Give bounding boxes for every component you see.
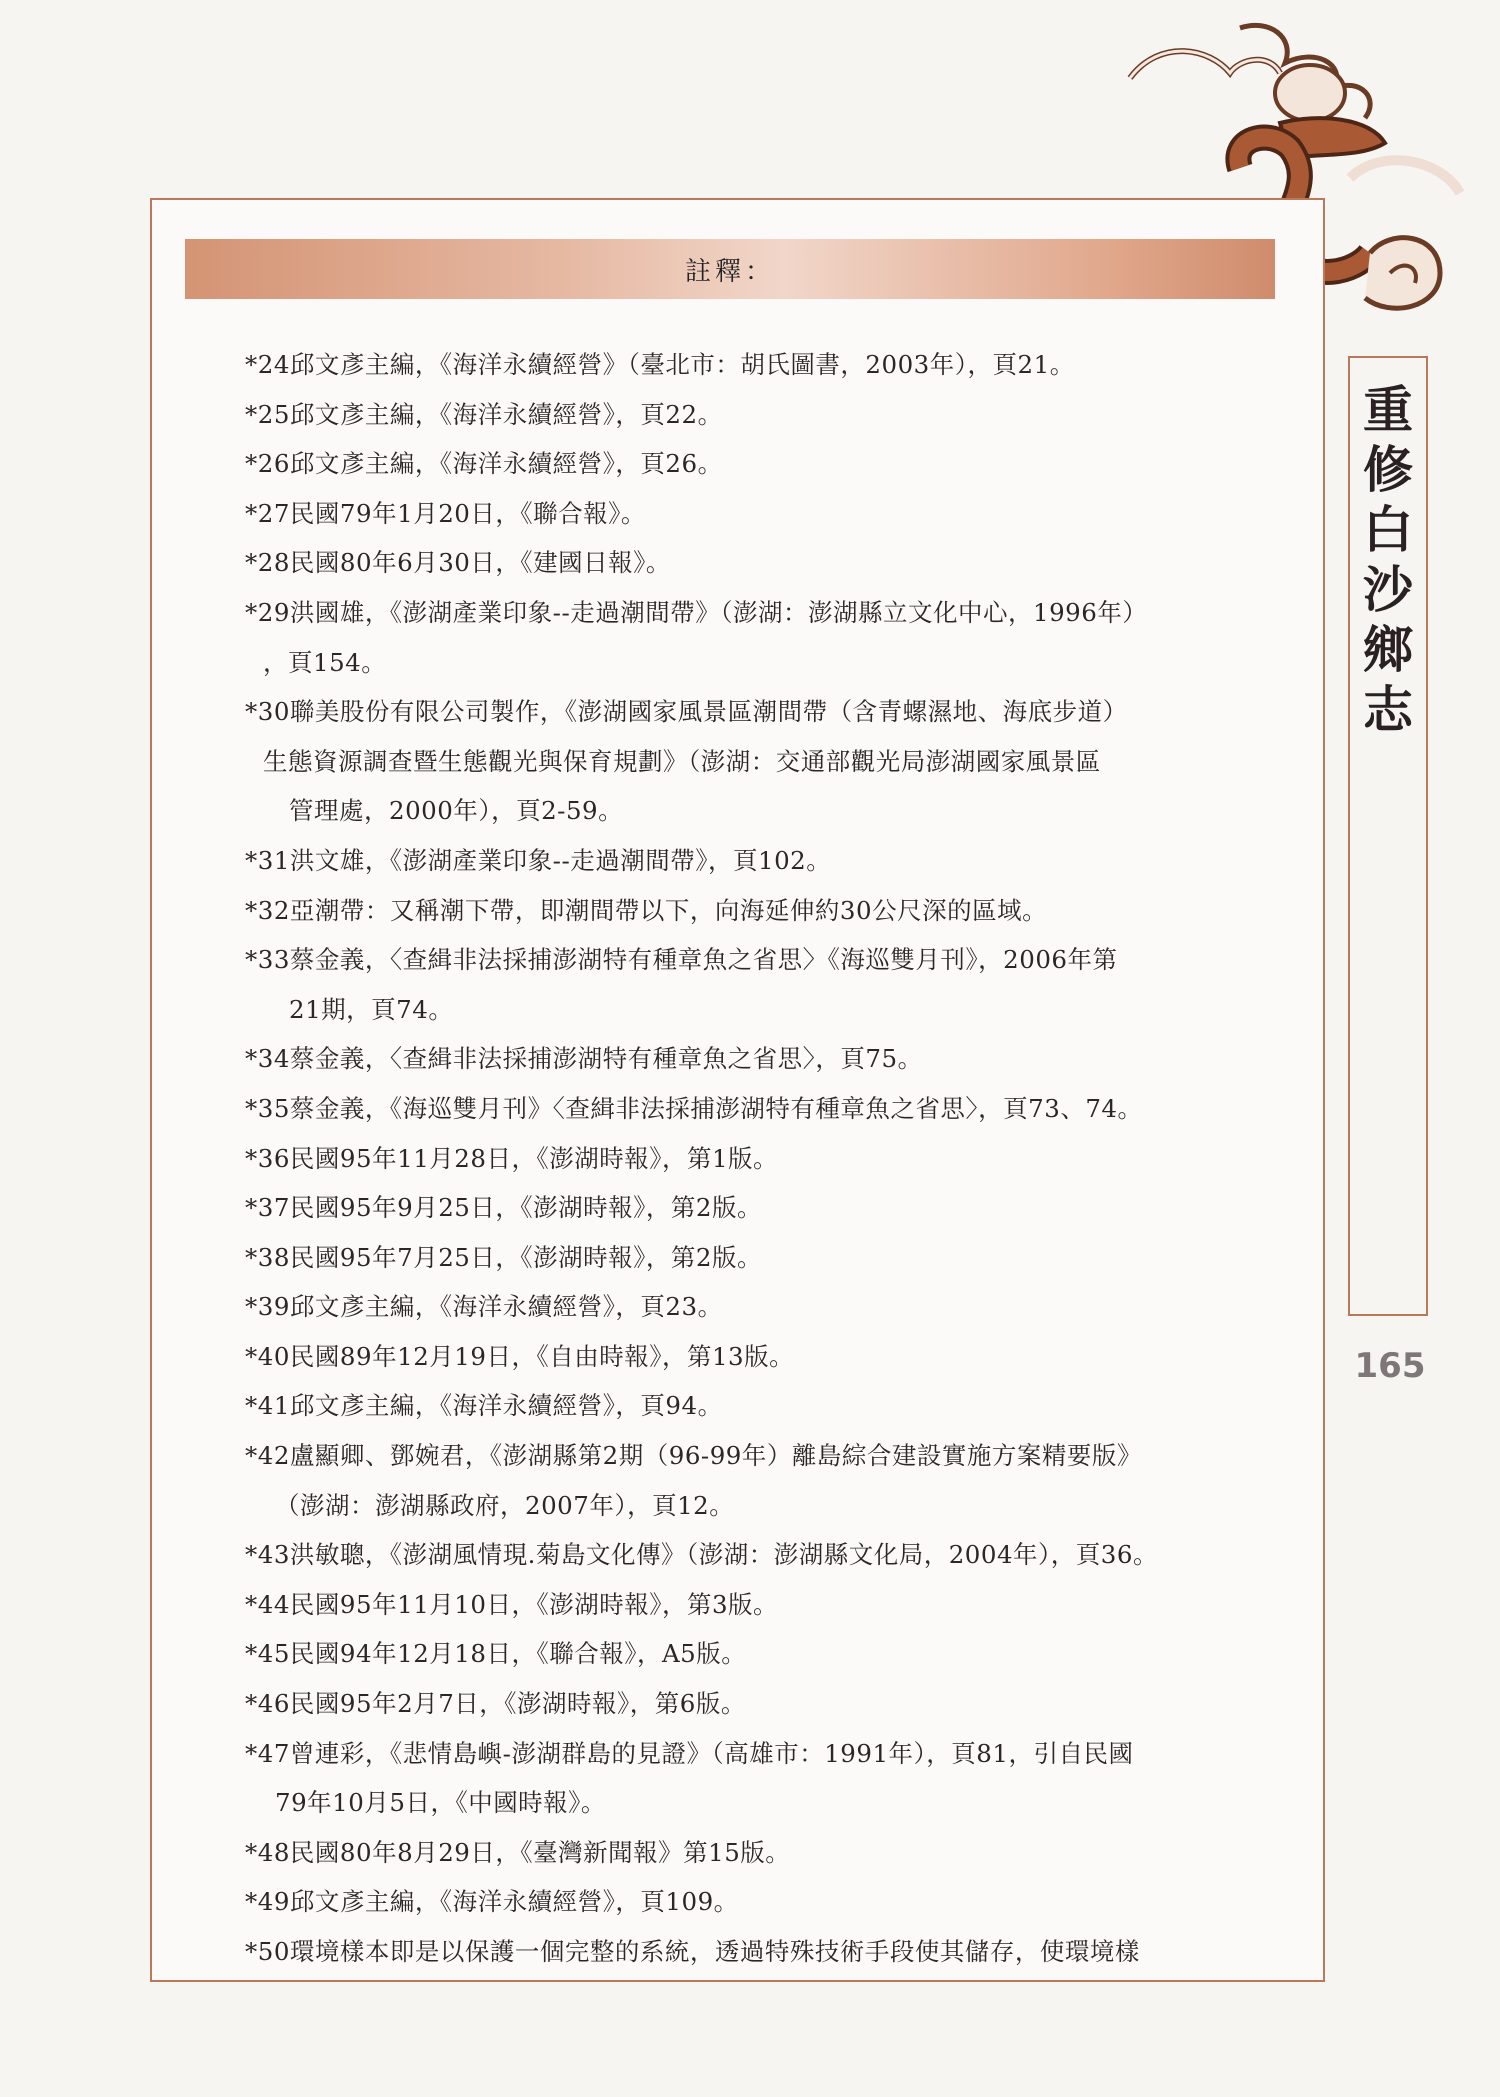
footnote-44: *44民國95年11月10日，《澎湖時報》，第3版。: [245, 1589, 779, 1619]
footnote-30: *30聯美股份有限公司製作，《澎湖國家風景區潮間帶（含青螺濕地、海底步道） 生態資源調查暨生態觀光與保育規劃》（澎湖：交通部觀光局澎湖國家風景區 管理處，2000年），頁2-59。: [245, 697, 1128, 826]
footnote-37: *37民國95年9月25日，《澎湖時報》，第2版。: [245, 1193, 762, 1223]
footnote-49: *49邱文彥主編，《海洋永續經營》，頁109。: [245, 1887, 739, 1917]
footnote-32: *32亞潮帶：又稱潮下帶，即潮間帶以下，向海延伸約30公尺深的區域。: [245, 895, 1048, 925]
footnote-27: *27民國79年1月20日，《聯合報》。: [245, 498, 646, 528]
footnote-50: *50環境樣本即是以保護一個完整的系統，透過特殊技術手段使其儲存，使環境樣: [245, 1937, 1140, 1966]
footnote-25: *25邱文彥主編，《海洋永續經營》，頁22。: [245, 399, 723, 429]
footnote-46: *46民國95年2月7日，《澎湖時報》，第6版。: [245, 1689, 746, 1719]
footnote-41: *41邱文彥主編，《海洋永續經營》，頁94。: [245, 1391, 723, 1421]
footnote-33: *33蔡金義，〈查緝非法採捕澎湖特有種章魚之省思〉《海巡雙月刊》，2006年第 21期，頁74。: [245, 945, 1118, 1024]
footnote-43: *43洪敏聰，《澎湖風情現.菊島文化傳》（澎湖：澎湖縣文化局，2004年），頁36。: [245, 1540, 1158, 1570]
footnote-34: *34蔡金義，〈查緝非法採捕澎湖特有種章魚之省思〉，頁75。: [245, 1044, 923, 1074]
notes-title: 註釋：: [684, 257, 775, 287]
notes-header-band: [185, 239, 1275, 299]
footnotes-list: [245, 340, 1270, 1977]
footnote-39: *39邱文彥主編，《海洋永續經營》，頁23。: [245, 1292, 723, 1322]
footnote-36: *36民國95年11月28日，《澎湖時報》，第1版。: [245, 1143, 779, 1173]
footnote-28: *28民國80年6月30日，《建國日報》。: [245, 548, 671, 578]
footnote-47: *47曾連彩，《悲情島嶼-澎湖群島的見證》（高雄市：1991年），頁81，引自民國 79年10月5日，《中國時報》。: [245, 1738, 1134, 1818]
footnote-38: *38民國95年7月25日，《澎湖時報》，第2版。: [245, 1242, 762, 1272]
book-title-vertical: 重 修 白 沙 鄉 志: [1363, 380, 1413, 739]
footnote-24: *24邱文彥主編，《海洋永續經營》（臺北市：胡氏圖書，2003年），頁21。: [245, 350, 1075, 379]
footnote-29: *29洪國雄，《澎湖產業印象--走過潮間帶》（澎湖：澎湖縣立文化中心，1996年） ，頁154。: [245, 597, 1148, 677]
footnote-48: *48民國80年8月29日，《臺灣新聞報》第15版。: [245, 1837, 791, 1867]
footnote-31: *31洪文雄，《澎湖產業印象--走過潮間帶》，頁102。: [245, 845, 832, 875]
footnote-42: *42盧顯卿、鄧婉君，《澎湖縣第2期（96-99年）離島綜合建設實施方案精要版》 （澎湖：澎湖縣政府，2007年），頁12。: [245, 1441, 1142, 1520]
footnote-40: *40民國89年12月19日，《自由時報》，第13版。: [245, 1341, 795, 1371]
footnote-45: *45民國94年12月18日，《聯合報》，A5版。: [245, 1639, 747, 1669]
page-number: 165: [1354, 1346, 1426, 1386]
footnote-26: *26邱文彥主編，《海洋永續經營》，頁26。: [245, 449, 723, 479]
book-title-box: [1348, 356, 1428, 1316]
footnote-35: *35蔡金義，《海巡雙月刊》〈查緝非法採捕澎湖特有種章魚之省思〉，頁73、74。: [245, 1093, 1143, 1123]
